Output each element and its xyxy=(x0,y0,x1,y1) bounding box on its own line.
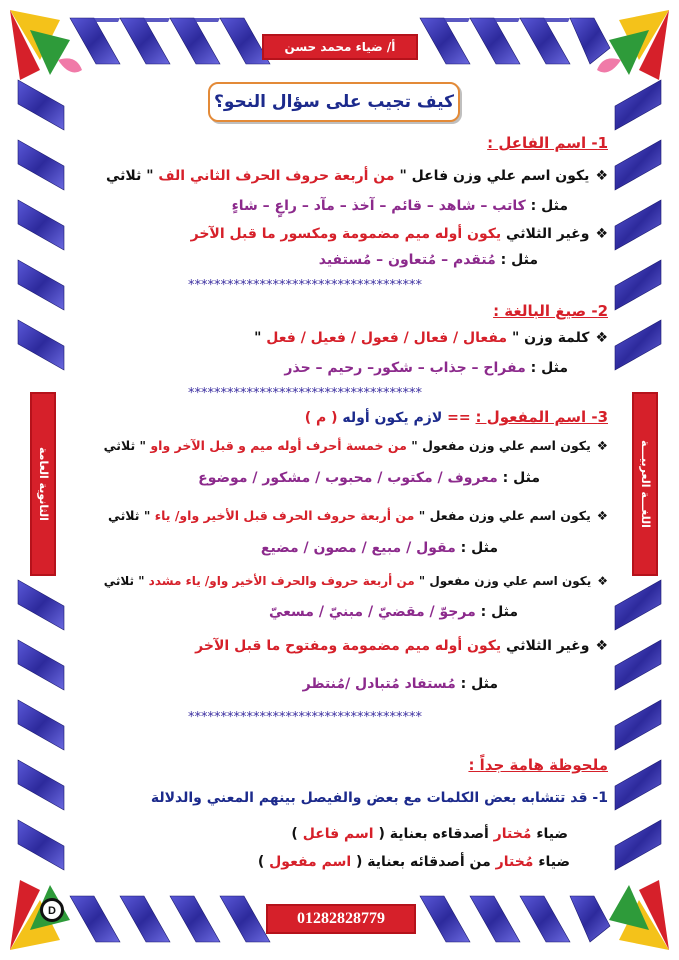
content-area xyxy=(48,0,608,960)
list-item: ❖وغير الثلاثي يكون أوله ميم مضمومة ومفتوح ما قبل الآخر xyxy=(195,638,608,654)
section-3-heading: 3- اسم المفعول : xyxy=(475,408,608,426)
example-line: مثل : مُتقدم – مُتعاون – مُستفيد xyxy=(318,252,538,268)
list-item: ❖يكون اسم علي وزن مفعول " من خمسة أحرف أوله ميم و قبل الآخر واو " ثلاثي xyxy=(103,438,608,453)
phone-tag: 01282828779 xyxy=(266,904,416,934)
page-title: كيف تجيب على سؤال النحو؟ xyxy=(208,82,460,122)
example-line: مثل : مرجوّ / مقضيّ / مبنيّ / مسعيّ xyxy=(268,604,518,620)
bullet-icon: ❖ xyxy=(595,330,608,346)
note-heading: ملحوظة هامة جداً : xyxy=(468,756,608,774)
list-item: ❖يكون اسم علي وزن مفعول " من أربعة حروف والحرف الأخير واو/ ياء مشدد " ثلاثي xyxy=(103,574,608,588)
example-line: مثل : مُستفاد مُتبادل /مُنتظر xyxy=(302,676,498,692)
note-example: ضياء مُختار من أصدقائه بعناية ( اسم مفعول ) xyxy=(257,854,570,870)
bullet-icon: ❖ xyxy=(595,168,608,184)
author-tag: أ/ ضياء محمد حسن xyxy=(262,34,418,60)
bullet-icon: ❖ xyxy=(595,226,608,242)
section-2-heading: 2- صيغ البالغة : xyxy=(493,302,608,320)
example-line: مثل : معروف / مكتوب / محبوب / مشكور / موضوع xyxy=(198,470,540,486)
bullet-icon: ❖ xyxy=(596,438,608,453)
list-item: ❖كلمة وزن " مفعال / فعال / فعول / فعيل / فعل " xyxy=(254,330,608,346)
side-tag-subject: اللغـــة العربيـــة xyxy=(632,392,658,576)
side-tag-grade: الثانوية العامة xyxy=(30,392,56,576)
bullet-icon: ❖ xyxy=(596,508,608,523)
section-3-heading-row: 3- اسم المفعول : == لازم يكون أوله ( م ) xyxy=(304,408,608,426)
corner-ornament-bottom-right xyxy=(609,880,669,950)
list-item: ❖وغير الثلاثي يكون أوله ميم مضمومة ومكسور ما قبل الآخر xyxy=(190,226,608,242)
list-item: ❖يكون اسم علي وزن فاعل " من أربعة حروف الحرف الثاني الف " ثلاثي xyxy=(106,168,608,184)
bullet-icon: ❖ xyxy=(597,574,608,588)
example-line: مثل : مفراح – جذاب – شكور– رحيم – حذر xyxy=(284,360,568,376)
list-item: ❖يكون اسم علي وزن مفعل " من أربعة حروف الحرف قبل الأخير واو/ ياء " ثلاثي xyxy=(107,508,608,523)
separator-stars: ************************************ xyxy=(188,710,422,725)
separator-stars: ************************************ xyxy=(188,278,422,293)
separator-stars: ************************************ xyxy=(188,386,422,401)
example-line: مثل : كاتب – شاهد – قائم – آخذ – مآد – راعٍ – شاءٍ xyxy=(231,198,568,214)
note-example: ضياء مُختار أصدقاءه بعناية ( اسم فاعل ) xyxy=(291,826,568,842)
bullet-icon: ❖ xyxy=(595,638,608,654)
example-line: مثل : مقول / مبيع / مصون / مضيع xyxy=(260,540,498,556)
logo-badge: D xyxy=(48,905,56,917)
section-1-heading: 1- اسم الفاعل : xyxy=(487,134,608,152)
note-line: 1- قد تتشابه بعض الكلمات مع بعض والفيصل بينهم المعني والدلالة xyxy=(150,790,608,806)
